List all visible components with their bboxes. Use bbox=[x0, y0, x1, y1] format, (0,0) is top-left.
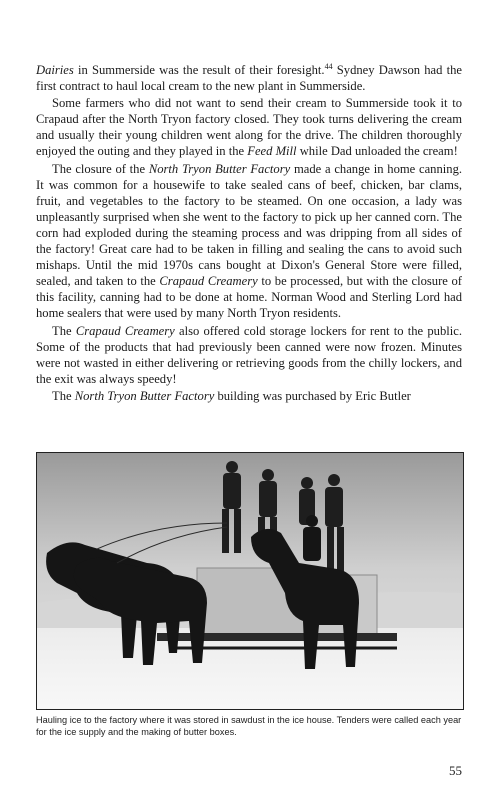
italic-term: Crapaud Creamery bbox=[75, 323, 175, 338]
body-text bbox=[36, 62, 462, 404]
paragraph-text: made a change in home canning. It was common for a housewife to take sealed cans of beef, chicken, bar clams, fruit, and vegetables to the factory to be steamed. On one occasion, a lady was unpleasantly surprised when she went to the factory to pick up her canned corn. The corn had exploded during the steaming process and was dripping from all sides of the factory! Great care had to be taken in filling and sealing the cans to avoid such mishaps. Until the mid 1970s cans bought at Dixon's General Store were filled, sealed, and taken to the bbox=[36, 161, 463, 289]
ice-hauling-photo-illustration bbox=[37, 453, 463, 709]
page-number: 55 bbox=[449, 763, 462, 778]
historical-photo bbox=[36, 452, 464, 710]
paragraph-5 bbox=[36, 388, 462, 404]
footnote-marker: 44 bbox=[324, 62, 333, 71]
italic-term: Feed Mill bbox=[247, 144, 297, 159]
italic-term: Crapaud Creamery bbox=[159, 274, 258, 289]
paragraph-4 bbox=[36, 323, 462, 387]
paragraph-1 bbox=[36, 62, 462, 94]
paragraph-text: while Dad unloaded the cream! bbox=[296, 144, 458, 159]
paragraph-3 bbox=[36, 161, 462, 322]
paragraph-text: Some farmers who did not want to send their cream to Summerside took it to Crapaud after the North Tryon factory closed. They took turns delivering the cream and usually their young children went along for the drive. The children thoroughly enjoyed the outing and they played in the bbox=[36, 96, 462, 159]
paragraph-text: The bbox=[52, 323, 76, 338]
paragraph-text: in Summerside was the result of their foresight. bbox=[73, 63, 325, 77]
paragraph-2 bbox=[36, 95, 462, 159]
photo-caption: Hauling ice to the factory where it was stored in sawdust in the ice house. Tenders were called each year for the ice supply and the making of butter boxes. bbox=[36, 715, 462, 738]
italic-term: North Tryon Butter Factory bbox=[74, 388, 215, 403]
paragraph-text: also offered cold storage lockers for rent to the public. Some of the products that had previously been canned were now frozen. Minutes were not wasted in either delivering or retrieving goods from the chilly lockers, and the exit was always speedy! bbox=[36, 323, 462, 386]
paragraph-text: The bbox=[52, 388, 75, 403]
paragraph-text: The closure of the bbox=[52, 161, 149, 176]
paragraph-text: building was purchased by Eric Butler bbox=[214, 388, 411, 403]
paragraph-text: to be processed, but with the closure of this facility, canning had to be done at home. Norman Wood and Sterling Lord had home sealers that were used by many North Tryon residents. bbox=[36, 274, 462, 321]
italic-term: Dairies bbox=[36, 63, 74, 77]
italic-term: North Tryon Butter Factory bbox=[148, 161, 291, 176]
paragraph-text: Sydney Dawson had the first contract to haul local cream to the new plant in Summerside. bbox=[36, 63, 462, 94]
